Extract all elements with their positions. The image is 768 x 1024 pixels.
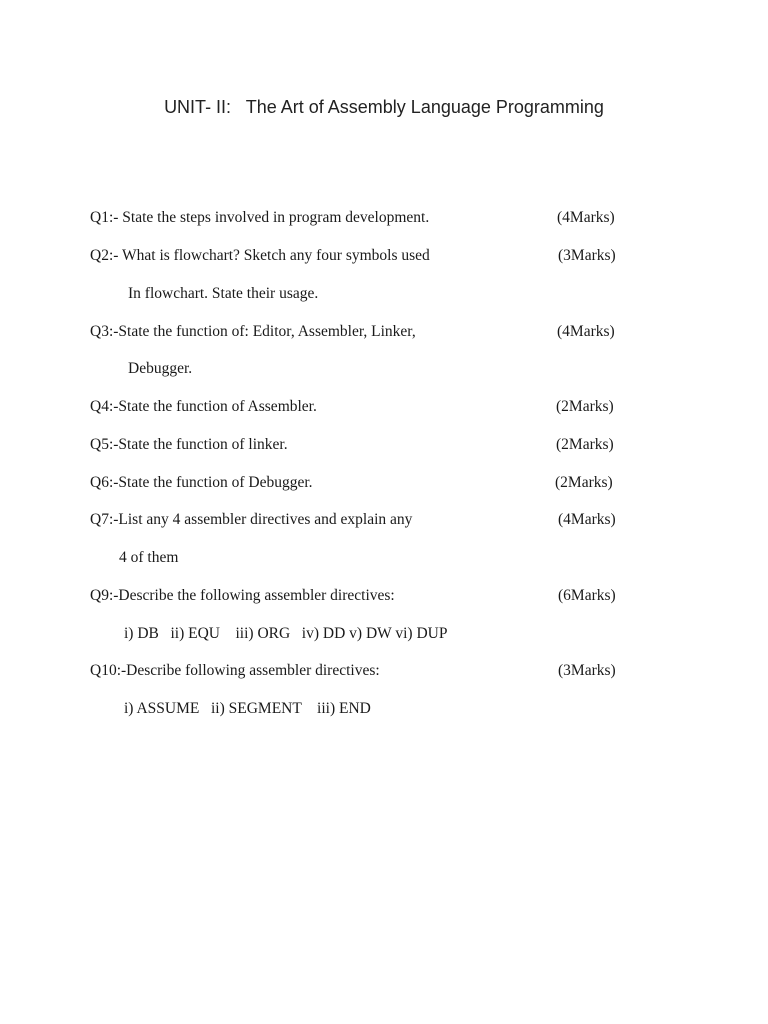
marks-label: (2Marks) (556, 398, 614, 415)
question-text: In flowchart. State their usage. (128, 285, 319, 302)
question-text: Q4:-State the function of Assembler. (90, 398, 317, 415)
question-text: i) ASSUME ii) SEGMENT iii) END (124, 700, 371, 717)
question-line (0, 474, 768, 498)
question-line (0, 323, 768, 347)
question-text: 4 of them (119, 549, 179, 566)
question-line (0, 247, 768, 271)
question-continuation (0, 549, 768, 573)
question-text: Q3:-State the function of: Editor, Assembler, Linker, (90, 323, 416, 340)
question-line (0, 398, 768, 422)
marks-label: (4Marks) (557, 209, 615, 226)
question-text: i) DB ii) EQU iii) ORG iv) DD v) DW vi) DUP (124, 625, 448, 642)
question-continuation (0, 625, 768, 649)
marks-label: (3Marks) (558, 662, 616, 679)
question-line (0, 662, 768, 686)
marks-label: (4Marks) (557, 323, 615, 340)
question-continuation (0, 285, 768, 309)
marks-label: (6Marks) (558, 587, 616, 604)
question-text: Q10:-Describe following assembler directives: (90, 662, 380, 679)
question-text: Q5:-State the function of linker. (90, 436, 288, 453)
question-continuation (0, 360, 768, 384)
question-text: Q1:- State the steps involved in program development. (90, 209, 430, 226)
question-text: Q7:-List any 4 assembler directives and explain any (90, 511, 413, 528)
marks-label: (2Marks) (556, 436, 614, 453)
question-line (0, 209, 768, 233)
question-line (0, 436, 768, 460)
marks-label: (3Marks) (558, 247, 616, 264)
question-line (0, 587, 768, 611)
question-continuation (0, 700, 768, 724)
question-line (0, 511, 768, 535)
marks-label: (2Marks) (555, 474, 613, 491)
question-text: Debugger. (128, 360, 193, 377)
marks-label: (4Marks) (558, 511, 616, 528)
question-text: Q2:- What is flowchart? Sketch any four symbols used (90, 247, 430, 264)
question-text: Q6:-State the function of Debugger. (90, 474, 313, 491)
question-text: Q9:-Describe the following assembler directives: (90, 587, 395, 604)
page-title: UNIT- II: The Art of Assembly Language Programming (164, 97, 604, 117)
